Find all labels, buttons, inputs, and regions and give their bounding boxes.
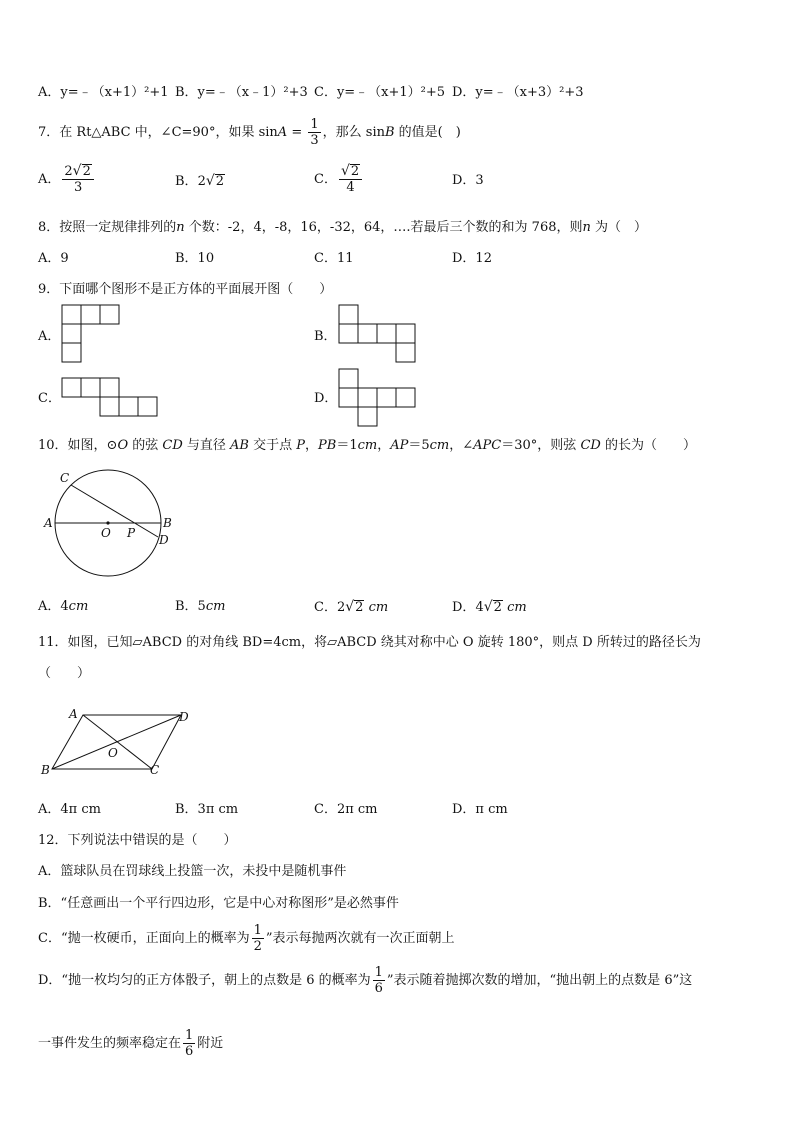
net-c [62,378,157,416]
q7-option-d: D．3 [452,173,484,188]
q8-stem: 8．按照一定规律排列的n 个数：-2，4，-8，16，-32，64，….若最后三个数的和为 768，则n 为（ ） [38,220,647,235]
label-o: O [101,526,111,540]
q6-option-b: B．y=﹣（x﹣1）²+3 [175,85,308,100]
q12-option-d-cont: 一事件发生的频率稳定在 $\frac{1}{6}$ 附近 [38,1028,224,1059]
q9-cube-nets [0,0,794,430]
q10-option-a: A．4cm [38,599,89,614]
label-a: A [69,707,78,721]
q12-option-b: B．“任意画出一个平行四边形，它是中心对称图形”是必然事件 [38,896,399,911]
q12-option-a: A．篮球队员在罚球线上投篮一次，未投中是随机事件 [38,864,347,879]
label-c: C [60,471,70,485]
q12-option-d: D．“抛一枚均匀的正方体骰子，朝上的点数是 6 的概率为 $\frac{1}{6}$ ”表示随着抛掷次数的增加，“抛出朝上的点数是 6”这 [38,965,693,996]
label-b: B [41,763,50,777]
chord-cd [71,485,158,537]
q8-option-b: B．10 [175,251,215,266]
q11-option-c: C．2π cm [314,802,378,817]
q7-option-b: B．2√2 [175,173,225,189]
q11-option-d: D．π cm [452,802,508,817]
diagonal-bd [52,715,181,769]
net-b [339,305,415,362]
q6-option-c: C．y=﹣（x+1）²+5 [314,85,446,100]
q10-stem: 10．如图，⊙O 的弦 CD 与直径 AB 交于点 P，PB＝1cm，AP＝5cm，∠APC＝30°，则弦 CD 的长为（ ） [38,438,696,453]
net-a [62,305,119,362]
q7-stem: 7．在 Rt△ABC 中，∠C=90°，如果 sinA = $\frac{1}{3}$ ，那么 sinB 的值是( ) [38,117,461,148]
q8-option-d: D．12 [452,251,492,266]
label-a: A [44,516,53,530]
q7-option-a: A． $\frac{2√2}{3}$ [38,164,96,195]
q7-fraction: $\frac{1}{3}$ [310,117,319,148]
q11-option-b: B．3π cm [175,802,239,817]
q9-stem: 9．下面哪个图形不是正方体的平面展开图（ ） [38,282,333,297]
q11-stem: 11．如图，已知▱ABCD 的对角线 BD=4cm，将▱ABCD 绕其对称中心 O 旋转 180°，则点 D 所转过的路径长为 [38,635,701,650]
center-dot [106,521,109,524]
net-d [339,369,415,426]
label-p: P [127,526,136,540]
label-o: O [108,746,118,760]
q12-option-c: C．“抛一枚硬币，正面向上的概率为 $\frac{1}{2}$ ”表示每抛两次就有一次正面朝上 [38,923,455,954]
label-c: C [150,763,160,777]
label-b: B [163,516,172,530]
label-d: D [179,710,189,724]
q10-option-b: B．5cm [175,599,226,614]
q11-parallelogram-figure [36,704,206,782]
q9-label-d: D． [314,391,338,406]
q6-option-d: D．y=﹣（x+3）²+3 [452,85,584,100]
q8-option-c: C．11 [314,251,354,266]
q7-option-c: C． $\frac{√2}{4}$ [314,164,364,195]
q6-option-a: A．y=﹣（x+1）²+1 [38,85,169,100]
label-d: D [159,533,169,547]
q10-circle-figure [38,466,178,592]
q8-option-a: A．9 [38,251,69,266]
q11-stem-paren: （ ） [38,666,91,681]
q9-label-a: A． [38,329,61,344]
q9-label-b: B． [314,329,337,344]
q11-option-a: A．4π cm [38,802,101,817]
q12-stem: 12．下列说法中错误的是（ ） [38,833,237,848]
q10-option-d: D．4√2 cm [452,599,527,615]
q10-option-c: C．2√2 cm [314,599,389,615]
q9-label-c: C． [38,391,61,406]
